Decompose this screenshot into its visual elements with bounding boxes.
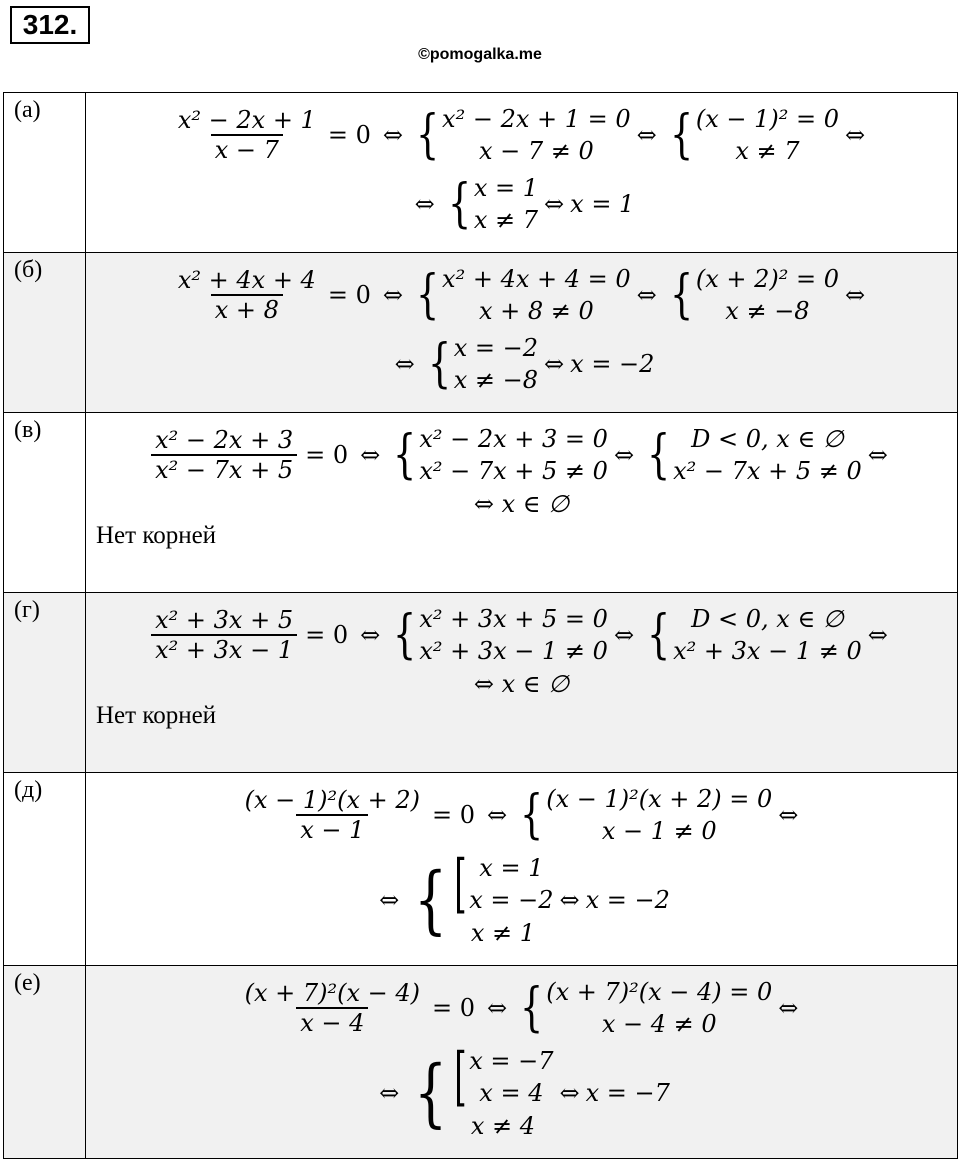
system-line: (x − 1)² = 0 (695, 105, 840, 133)
numerator: x² − 2x + 3 (155, 426, 294, 455)
row-label: (д) (4, 773, 86, 966)
system-line: x = −2 (469, 886, 554, 915)
equivalence-sign: ⇔ (867, 621, 888, 650)
system-line: x + 8 ≠ 0 (478, 297, 594, 326)
equivalence-sign: ⇔ (778, 801, 799, 830)
equivalence-sign: ⇔ (845, 121, 866, 150)
denominator: x − 7 (211, 134, 283, 164)
system-brace: { (427, 334, 451, 395)
table-row (4, 253, 958, 413)
table-row (4, 593, 958, 773)
result: x = 1 (570, 190, 635, 219)
equivalence-sign: ⇔ (613, 621, 635, 650)
numerator: x² + 3x + 5 (155, 606, 294, 635)
table-row (4, 966, 958, 1159)
row-label: (а) (4, 93, 86, 253)
solution-table (3, 92, 958, 1159)
denominator: x − 4 (296, 1007, 368, 1037)
union-lines (469, 852, 553, 917)
system-line: x² − 2x + 1 = 0 (442, 105, 631, 133)
system-line: x ≠ −8 (725, 297, 810, 326)
equivalence-sign: ⇔ (845, 281, 866, 310)
numerator: x² − 2x + 1 (177, 106, 316, 135)
denominator: x² − 7x + 5 (151, 454, 297, 484)
row-label: (е) (4, 966, 86, 1159)
table-row (4, 773, 958, 966)
system-brace: { (415, 265, 440, 326)
numerator: (x − 1)²(x + 2) (244, 786, 421, 815)
result: x = −7 (585, 1079, 670, 1108)
system-line: x − 1 ≠ 0 (601, 817, 717, 846)
equals-zero: = 0 (305, 441, 349, 470)
fraction (174, 106, 320, 164)
row-label: (г) (4, 593, 86, 773)
watermark: ©pomogalka.me (418, 46, 542, 63)
equivalence-sign: ⇔ (636, 281, 657, 310)
system (452, 847, 554, 949)
system-brace: { (414, 857, 448, 944)
numerator: x² + 4x + 4 (177, 266, 316, 295)
table-row (4, 413, 958, 593)
system-line: D < 0, x ∈ ∅ (691, 605, 844, 633)
system-brace: { (669, 265, 693, 326)
equation-line (86, 423, 957, 488)
result: ⇔ x ∈ ∅ (473, 489, 570, 518)
system (673, 603, 862, 668)
fraction (241, 979, 424, 1037)
fraction (151, 606, 297, 664)
system (452, 1040, 554, 1142)
system-line: x² − 2x + 3 = 0 (419, 425, 608, 453)
equivalence-sign: ⇔ (414, 190, 435, 219)
system-line: x − 4 ≠ 0 (601, 1010, 717, 1039)
equivalence-sign: ⇔ (544, 350, 565, 379)
equivalence-sign: ⇔ (382, 281, 403, 310)
equation-line (86, 847, 957, 949)
row-label: (в) (4, 413, 86, 593)
equals-zero: = 0 (432, 801, 476, 830)
equivalence-sign: ⇔ (867, 441, 888, 470)
system-line: (x + 2)² = 0 (695, 265, 840, 293)
fraction (174, 266, 320, 324)
equation-line (86, 670, 957, 698)
system-line: x = −7 (469, 1046, 554, 1075)
system-brace: { (447, 174, 471, 235)
system-line: x = 1 (473, 173, 539, 202)
system (419, 423, 608, 488)
system-line: x = 1 (479, 853, 544, 882)
system-brace: { (393, 605, 417, 666)
table-row (4, 93, 958, 253)
system-line: x − 7 ≠ 0 (478, 137, 594, 166)
system-brace: { (393, 425, 417, 486)
union-group (452, 1040, 554, 1115)
equation-line (86, 1040, 957, 1142)
equivalence-sign: ⇔ (379, 1079, 400, 1108)
system-line: x² + 3x − 1 ≠ 0 (673, 637, 862, 666)
system (673, 423, 862, 488)
system-line: x ≠ 7 (735, 137, 800, 166)
equation-line (86, 103, 957, 168)
row-content (86, 593, 958, 773)
system-line: x ≠ 7 (473, 206, 539, 235)
union-group (452, 847, 554, 922)
system (442, 103, 631, 168)
system-line: x ≠ −8 (453, 366, 539, 395)
equivalence-sign: ⇔ (394, 350, 415, 379)
equivalence-sign: ⇔ (379, 886, 400, 915)
problem-number: 312. (10, 6, 90, 44)
system-line: x = −2 (453, 333, 539, 362)
union-bracket: [ (454, 1040, 468, 1115)
row-content (86, 773, 958, 966)
equation-line (86, 263, 957, 328)
row-content (86, 93, 958, 253)
row-content (86, 966, 958, 1159)
equals-zero: = 0 (327, 281, 371, 310)
equivalence-sign: ⇔ (544, 190, 565, 219)
system-brace: { (415, 105, 440, 166)
system (474, 172, 538, 237)
system-line: x = 4 (479, 1079, 544, 1108)
denominator: x² + 3x − 1 (151, 634, 297, 664)
equation-line (86, 490, 957, 518)
no-roots-note: Нет корней (96, 521, 217, 549)
equivalence-sign: ⇔ (487, 801, 508, 830)
system (696, 103, 839, 168)
equivalence-sign: ⇔ (778, 994, 799, 1023)
equivalence-sign: ⇔ (613, 441, 635, 470)
equation-line (86, 172, 957, 237)
equivalence-sign: ⇔ (360, 621, 381, 650)
system-line: x² − 7x + 5 ≠ 0 (673, 457, 862, 486)
fraction (151, 426, 297, 484)
system (454, 332, 538, 397)
equation-line (86, 783, 957, 848)
equation-line (86, 976, 957, 1041)
system-line: x² + 4x + 4 = 0 (442, 265, 631, 293)
equivalence-sign: ⇔ (636, 121, 657, 150)
equals-zero: = 0 (432, 994, 476, 1023)
system-brace: { (647, 605, 671, 666)
system-line: x ≠ 1 (470, 918, 535, 947)
equation-line (86, 603, 957, 668)
equation-line (86, 332, 957, 397)
equivalence-sign: ⇔ (559, 1079, 580, 1108)
system-line: x ≠ 4 (470, 1111, 535, 1140)
result: ⇔ x ∈ ∅ (473, 669, 570, 698)
union-bracket: [ (454, 847, 468, 922)
system (546, 976, 772, 1041)
system-line: x² + 3x − 1 ≠ 0 (419, 637, 608, 666)
system-line: x² + 3x + 5 = 0 (419, 605, 608, 633)
system-line: (x − 1)²(x + 2) = 0 (546, 785, 773, 813)
system (419, 603, 608, 668)
system-brace: { (647, 425, 671, 486)
denominator: x + 8 (211, 294, 283, 324)
union-lines (469, 1045, 553, 1110)
system-line: D < 0, x ∈ ∅ (691, 425, 844, 453)
system (696, 263, 839, 328)
denominator: x − 1 (296, 814, 368, 844)
equivalence-sign: ⇔ (559, 886, 580, 915)
numerator: (x + 7)²(x − 4) (244, 979, 421, 1008)
equals-zero: = 0 (327, 121, 371, 150)
result: x = −2 (585, 886, 670, 915)
system-line: x² − 7x + 5 ≠ 0 (419, 457, 608, 486)
system-brace: { (520, 785, 544, 846)
system-line: (x + 7)²(x − 4) = 0 (546, 978, 773, 1006)
equivalence-sign: ⇔ (360, 441, 381, 470)
row-content (86, 413, 958, 593)
system-brace: { (669, 105, 693, 166)
result: x = −2 (570, 350, 655, 379)
fraction (241, 786, 424, 844)
row-content (86, 253, 958, 413)
system-brace: { (520, 978, 544, 1039)
system (442, 263, 631, 328)
system-brace: { (414, 1050, 448, 1137)
system (546, 783, 772, 848)
equivalence-sign: ⇔ (487, 994, 508, 1023)
equivalence-sign: ⇔ (382, 121, 403, 150)
row-label: (б) (4, 253, 86, 413)
no-roots-note: Нет корней (96, 701, 217, 729)
equals-zero: = 0 (305, 621, 349, 650)
